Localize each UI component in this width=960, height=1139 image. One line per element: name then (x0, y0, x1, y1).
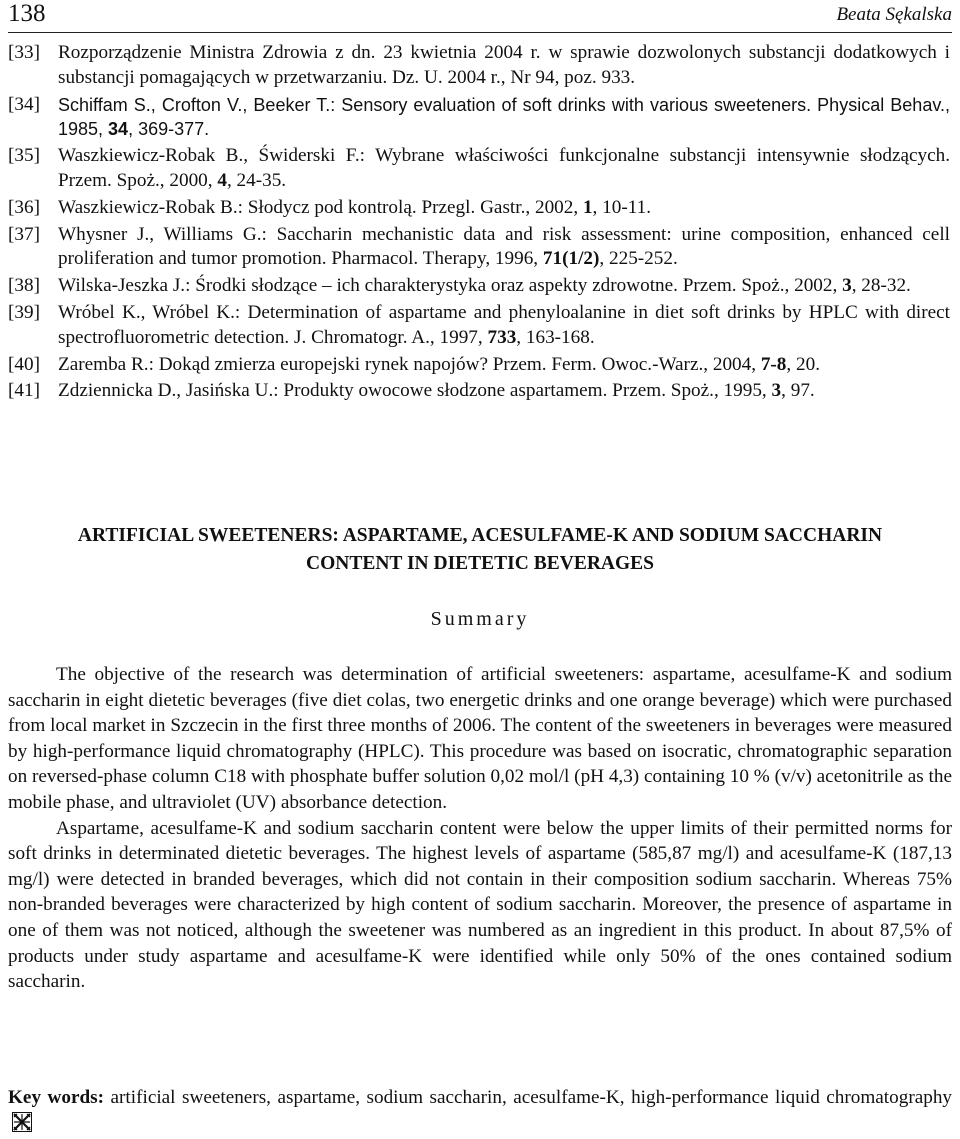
reference-text: Schiffam S., Crofton V., Beeker T.: Sensory evaluation of soft drinks with various sweeteners. Physical Behav., 1985, 34, 369-377. (58, 94, 950, 140)
keywords-label: Key words: (8, 1087, 105, 1108)
page-number: 138 (8, 0, 46, 27)
reference-number: [39] (8, 301, 40, 323)
reference-text: Zaremba R.: Dokąd zmierza europejski rynek napojów? Przem. Ferm. Owoc.-Warz., 2004, 7-8, 20. (58, 353, 820, 375)
reference-text: Wilska-Jeszka J.: Środki słodzące – ich charakterystyka oraz aspekty zdrowotne. Przem. Spoż., 2002, 3, 28-32. (58, 275, 911, 297)
reference-number: [40] (8, 353, 40, 375)
reference-item (8, 223, 950, 273)
reference-item (8, 144, 950, 194)
abstract-paragraph: Aspartame, acesulfame-K and sodium saccharin content were below the upper limits of their permitted norms for soft drinks in determinated dietetic beverages. The highest levels of aspartame (585,87 mg/l) and acesulfame-K (187,13 mg/l) were detected in branded beverages, which did not contain in their composition sodium saccharin. Whereas 75% non-branded beverages were characterized by high content of sodium saccharin. Moreover, the presence of aspartame in one of them was not noticed, although the sweetener was numbered as an ingredient in this product. In about 87,5% of products under study aspartame and acesulfame-K were identified while only 50% of the ones contained sodium saccharin. (8, 817, 952, 993)
reference-item (8, 379, 950, 404)
reference-text: Zdziennicka D., Jasińska U.: Produkty owocowe słodzone aspartamem. Przem. Spoż., 1995, 3, 97. (58, 380, 815, 402)
page-header (8, 0, 952, 30)
article-title-line-2: CONTENT IN DIETETIC BEVERAGES (305, 553, 655, 574)
reference-text: Whysner J., Williams G.: Saccharin mechanistic data and risk assessment: urine composition, enhanced cell proliferation and tumor promotion. Pharmacol. Therapy, 1996, 71(1/2), 225-252. (58, 223, 950, 270)
keywords (8, 1085, 952, 1136)
reference-item (8, 196, 950, 221)
reference-number: [41] (8, 380, 40, 402)
reference-item (8, 93, 950, 143)
reference-number: [35] (8, 145, 40, 167)
reference-number: [37] (8, 223, 40, 245)
reference-text: Waszkiewicz-Robak B., Świderski F.: Wybrane właściwości funkcjonalne substancji intensywnie słodzących. Przem. Spoż., 2000, 4, 24-35. (58, 145, 950, 191)
reference-number: [33] (8, 42, 40, 63)
abstract-paragraph: The objective of the research was determination of artificial sweeteners: aspartame, acesulfame-K and sodium saccharin in eight dietetic beverages (five diet colas, two energetic drinks and one orange beverage) which were purchased from local market in Szczecin in the first three months of 2006. The content of the sweeteners in beverages were measured by high-performance liquid chromatography (HPLC). This procedure was based on isocratic, chromatographic separation on reversed-phase column C18 with phosphate buffer solution 0,02 mol/l (pH 4,3) containing 10 % (v/v) acetonitrile as the mobile phase, and ultraviolet (UV) absorbance detection. (8, 664, 952, 813)
reference-text: Rozporządzenie Ministra Zdrowia z dn. 23 kwietnia 2004 r. w sprawie dozwolonych substancji dodatkowych i substancji pomagających w przetwarzaniu. Dz. U. 2004 r., Nr 94, poz. 933. (58, 42, 950, 88)
reference-number: [36] (8, 196, 40, 218)
article-title (8, 522, 952, 578)
reference-text: Waszkiewicz-Robak B.: Słodycz pod kontrolą. Przegl. Gastr., 2002, 1, 10-11. (58, 196, 651, 218)
reference-item (8, 274, 950, 299)
reference-item (8, 41, 950, 91)
keywords-text: artificial sweeteners, aspartame, sodium saccharin, acesulfame-K, high-performance liquid chromatography (110, 1087, 953, 1108)
ornament-icon (12, 1112, 32, 1132)
running-author: Beata Sękalska (836, 4, 952, 25)
reference-item (8, 353, 950, 378)
abstract (8, 662, 952, 995)
summary-heading: Summary (430, 608, 530, 630)
header-rule (8, 32, 952, 33)
reference-list (8, 41, 950, 406)
reference-text: Wróbel K., Wróbel K.: Determination of aspartame and phenyloalanine in diet soft drinks by HPLC with direct spectrofluorometric detection. J. Chromatogr. A., 1997, 733, 163-168. (58, 301, 950, 348)
reference-number: [34] (8, 93, 40, 115)
reference-item (8, 301, 950, 351)
reference-number: [38] (8, 275, 40, 297)
article-title-line-1: ARTIFICIAL SWEETENERS: ASPARTAME, ACESULFAME-K AND SODIUM SACCHARIN (77, 525, 883, 546)
